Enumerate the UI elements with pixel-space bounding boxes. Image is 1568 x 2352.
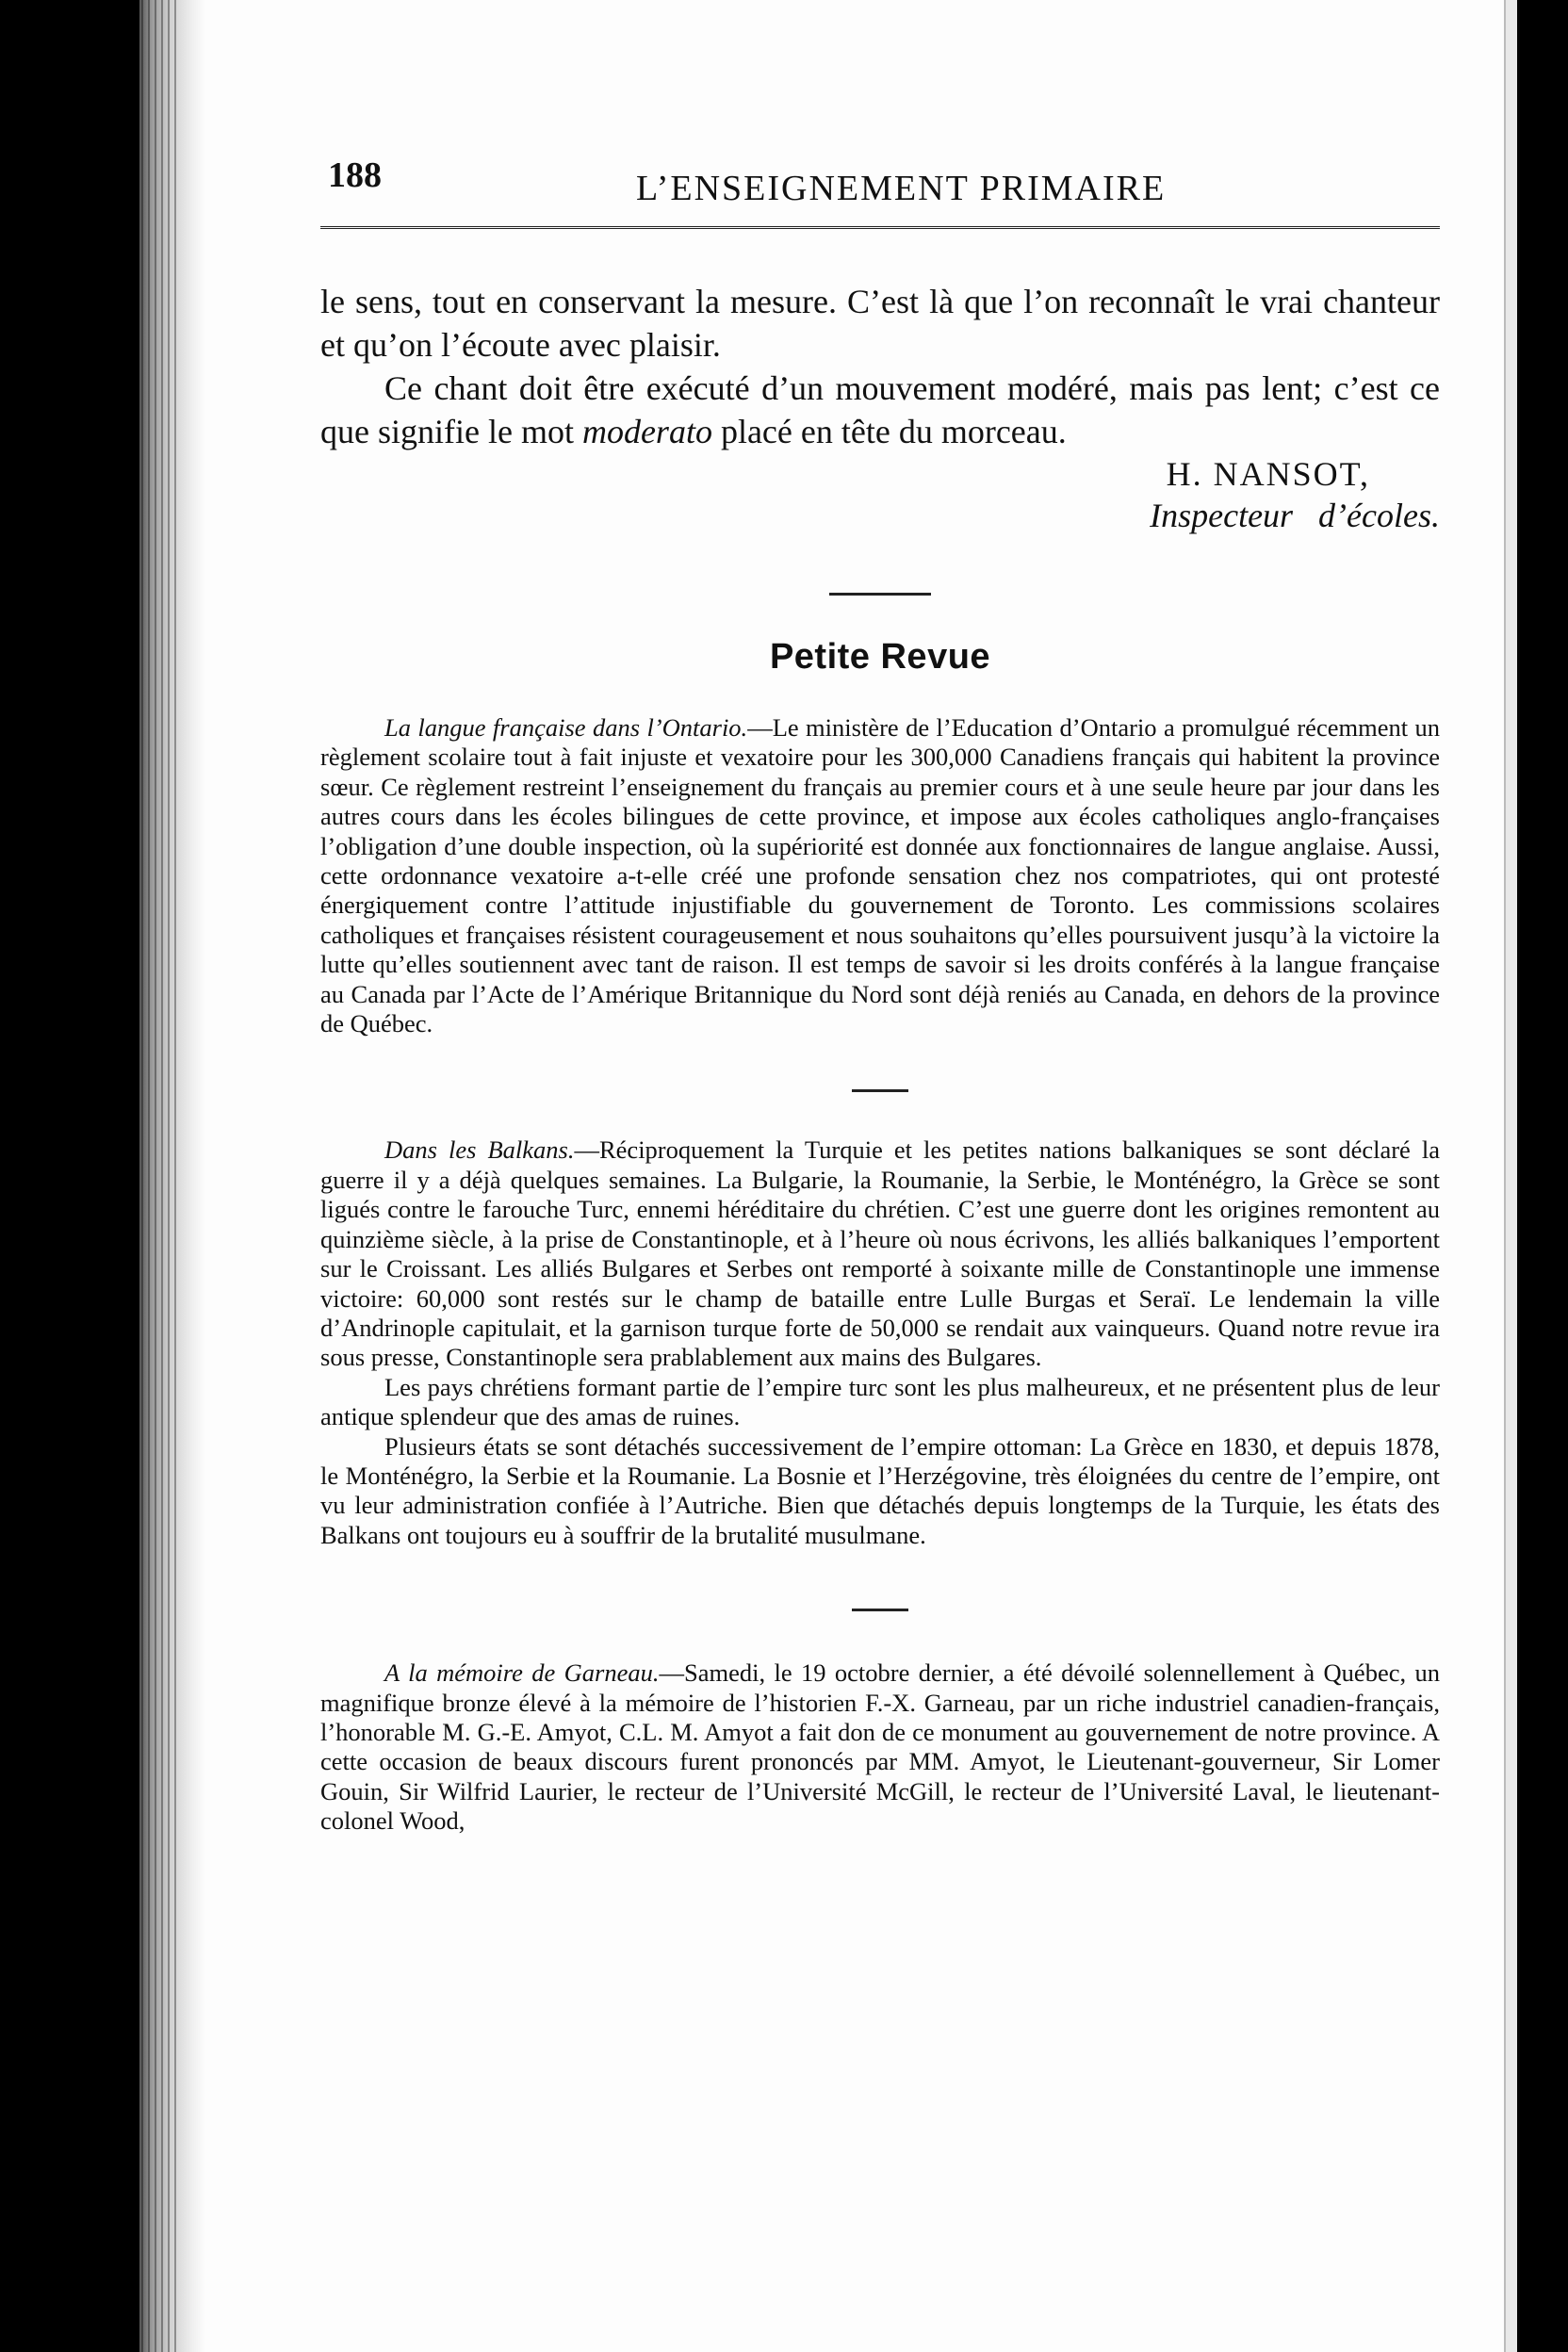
article-balkans <box>320 1135 1440 1372</box>
signature-title: Inspecteur d’écoles. <box>1150 497 1440 534</box>
signature <box>320 453 1440 536</box>
article-balkans-paragraph-3: Plusieurs états se sont détachés successivement de l’empire ottoman: La Grèce en 1830, et depuis 1878, le Monténégro, la Serbie et la Roumanie. La Bosnie et l’Herzégovine, très éloignées du centre de l’empire, ont vu leur administration confiée à l’Autriche. Bien que détachés depuis longtemps de la Turquie, les états des Balkans ont toujours eu à souffrir de la brutalité musulmane. <box>320 1431 1440 1549</box>
running-head <box>320 151 1440 207</box>
article-text: —Samedi, le 19 octobre dernier, a été dévoilé solennellement à Québec, un magnifique bronze élevé à la mémoire de l’historien F.-X. Garneau, par un riche industriel canadien-français, l’honorable M. G.-E. Amyot, C.L. M. Amyot a fait don de ce monument au gouvernement de notre province. A cette occasion de beaux discours furent prononcés par MM. Amyot, le Lieutenant-gouverneur, Sir Lomer Gouin, Sir Wilfrid Laurier, le recteur de l’Université McGill, le recteur de l’Université Laval, le lieutenant-colonel Wood, <box>320 1658 1440 1836</box>
page-number: 188 <box>328 155 382 195</box>
article-divider <box>852 1609 908 1611</box>
intro-text: Ce chant doit être exécuté d’un mouvement modéré, mais pas lent; c’est ce que signifie le mot <box>320 369 1440 450</box>
section-title: Petite Revue <box>769 637 991 677</box>
page-edges <box>141 0 179 2352</box>
article-text: —Le ministère de l’Education d’Ontario a promulgué récemment un règlement scolaire tout à fait injuste et vexatoire pour les 300,000 Canadiens français qui habitent la province sœur. Ce règlement restreint l’enseignement du français au premier cours et à une seule heure par jour dans les autres cours dans les écoles bilingues de cette province, et impose aux écoles catholiques anglo-françaises l’obligation d’une double inspection, où la supériorité est donnée aux fonctionnaires de langue anglaise. Aussi, cette ordonnance vexatoire a-t-elle créé une profonde sensation chez nos compatriotes, qui ont protesté énergiquement contre l’attitude injustifiable du gouvernement de Toronto. Les commissions scolaires catholiques et françaises résistent courageusement et nous souhaitons qu’elles poursuivent jusqu’à la victoire la lutte qu’elles soutiennent avec tant de raison. Il est temps de savoir si les droits conférés à la langue française au Canada par l’Acte de l’Amérique Britannique du Nord sont déjà reniés au Canada, en dehors de la province de Québec. <box>320 713 1440 1038</box>
page-content <box>320 151 1440 1837</box>
intro-emphasis: moderato <box>581 413 712 450</box>
article-text: —Réciproquement la Turquie et les petites nations balkaniques se sont déclaré la guerre il y a déjà quelques semaines. La Bulgarie, la Roumanie, la Serbie, le Monténégro, la Grèce se sont ligués contre le farouche Turc, ennemi héréditaire du chrétien. C’est une guerre dont les origines remontent au quinzième siècle, à la prise de Constantinople, et à l’heure où nous écrivons, les alliés balkaniques l’emportent sur le Croissant. Les alliés Bulgares et Serbes ont remporté à soixante mille de Constantinople une immense victoire: 60,000 sont restés sur le champ de bataille entre Lulle Burgas et Seraï. Le lendemain la ville d’Andrinople capitulait, et la garnison turque forte de 50,000 se rendait aux vainqueurs. Quand notre revue ira sous presse, Constantinople sera prablablement aux mains des Bulgares. <box>320 1135 1440 1372</box>
article-divider <box>852 1089 908 1092</box>
intro-tail: placé en tête du morceau. <box>711 413 1067 450</box>
article-lead: Dans les Balkans. <box>384 1135 575 1165</box>
article-balkans-paragraph-2: Les pays chrétiens formant partie de l’empire turc sont les plus malheureux, et ne présentent plus de leur antique splendeur que des amas de ruines. <box>320 1372 1440 1431</box>
running-title: L’ENSEIGNEMENT PRIMAIRE <box>636 169 1167 208</box>
article-garneau <box>320 1658 1440 1836</box>
section-divider <box>829 593 931 596</box>
intro-paragraph-1: le sens, tout en conservant la mesure. C’est là que l’on reconnaît le vrai chanteur et qu’on l’écoute avec plaisir. <box>320 283 1440 364</box>
article-lead: A la mémoire de Garneau. <box>384 1658 660 1688</box>
article-ontario <box>320 713 1440 1038</box>
page-right-edge <box>1504 0 1517 2352</box>
signature-name: H. NANSOT, <box>1166 455 1370 493</box>
intro-paragraph-2 <box>320 367 1440 453</box>
header-rule <box>320 226 1440 229</box>
article-lead: La langue française dans l’Ontario. <box>384 713 748 742</box>
